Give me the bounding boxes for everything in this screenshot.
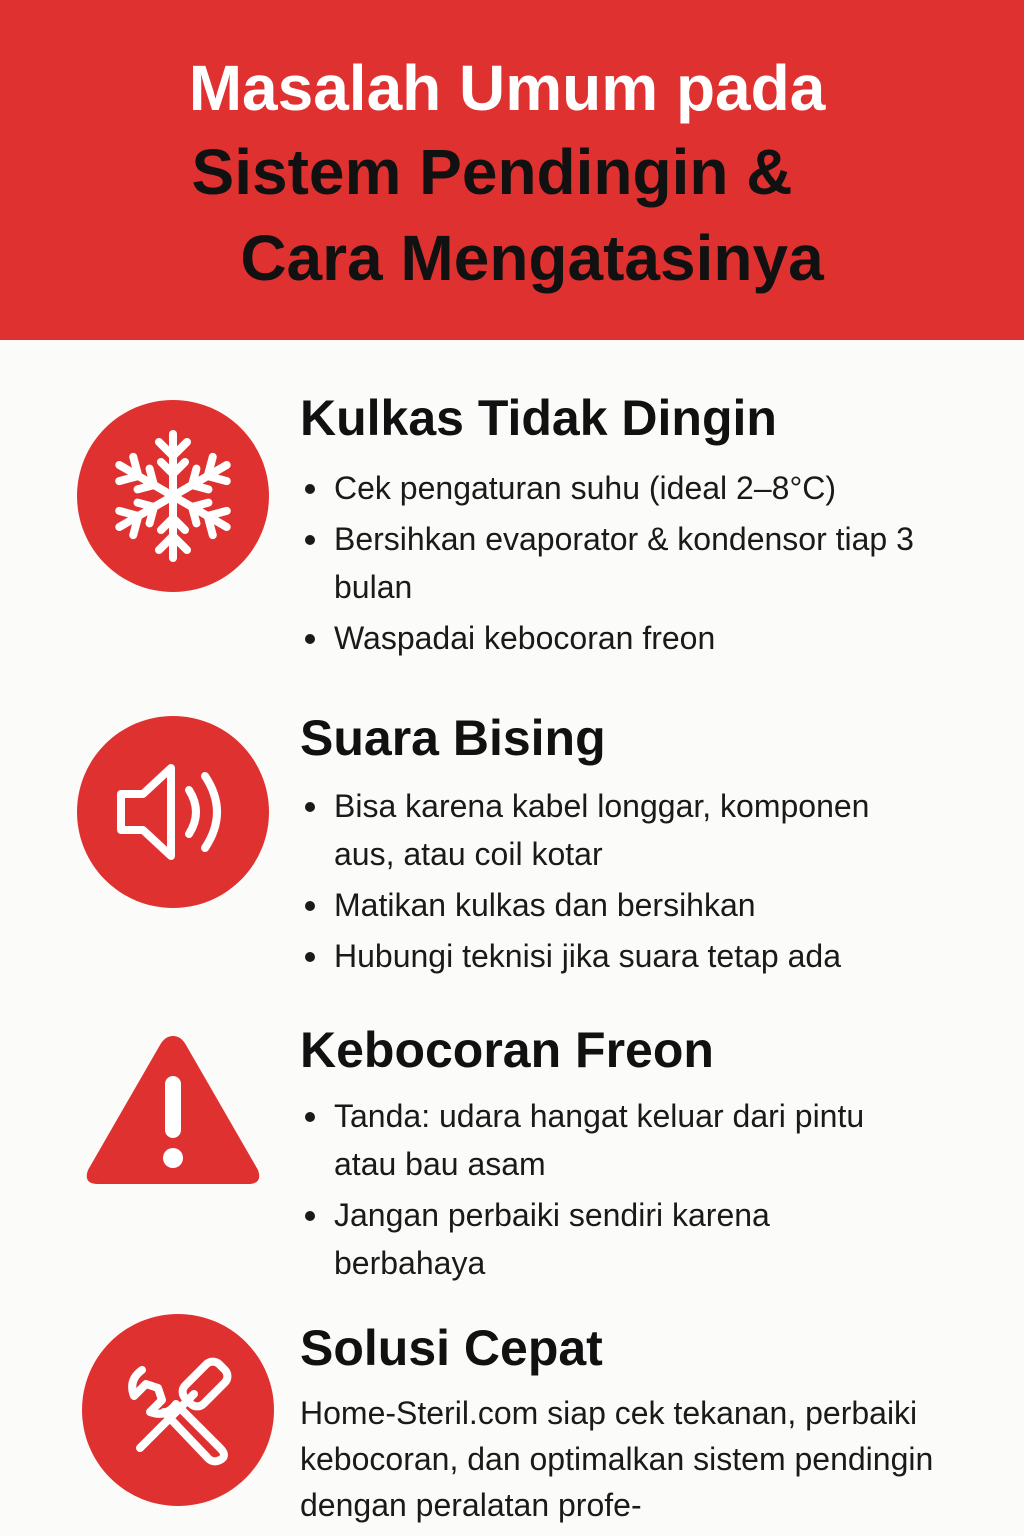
- list-item: Bersihkan evaporator & kondensor tiap 3 bulan: [300, 515, 934, 611]
- solusi-description: Home-Steril.com siap cek tekanan, perbaiki kebocoran, dan optimalkan sistem pendingin dengan peralatan profe-: [300, 1395, 934, 1523]
- page-title-line-1: Masalah Umum pada: [188, 52, 826, 124]
- bullet-list-suara: [300, 782, 1000, 983]
- list-item: Jangan perbaiki sendiri karena berbahaya: [300, 1191, 894, 1287]
- snowflake-icon: [77, 400, 269, 592]
- warning-icon: [82, 1030, 264, 1190]
- tools-icon: [82, 1314, 274, 1506]
- list-item: Cek pengaturan suhu (ideal 2–8°C): [300, 464, 1000, 512]
- bullet-list-kulkas: [300, 464, 1000, 665]
- list-item: Matikan kulkas dan bersihkan: [300, 881, 1000, 929]
- section-heading-kebocoran-freon: Kebocoran Freon: [300, 1022, 714, 1078]
- page-title-line-3: Cara Mengatasinya: [240, 222, 824, 294]
- header-banner: [0, 0, 1024, 340]
- section-heading-solusi-cepat: Solusi Cepat: [300, 1320, 603, 1376]
- list-item: Waspadai kebocoran freon: [300, 614, 1000, 662]
- list-item: Tanda: udara hangat keluar dari pintu atau bau asam: [300, 1092, 894, 1188]
- page-title-line-2: Sistem Pendingin &: [191, 136, 793, 208]
- list-item: Bisa karena kabel longgar, komponen aus, atau coil kotar: [300, 782, 874, 878]
- list-item: Hubungi teknisi jika suara tetap ada: [300, 932, 1000, 980]
- section-heading-suara-bising: Suara Bising: [300, 710, 606, 766]
- section-heading-kulkas-tidak-dingin: Kulkas Tidak Dingin: [300, 390, 777, 446]
- bullet-list-freon: [300, 1092, 1000, 1290]
- speaker-icon: [77, 716, 269, 908]
